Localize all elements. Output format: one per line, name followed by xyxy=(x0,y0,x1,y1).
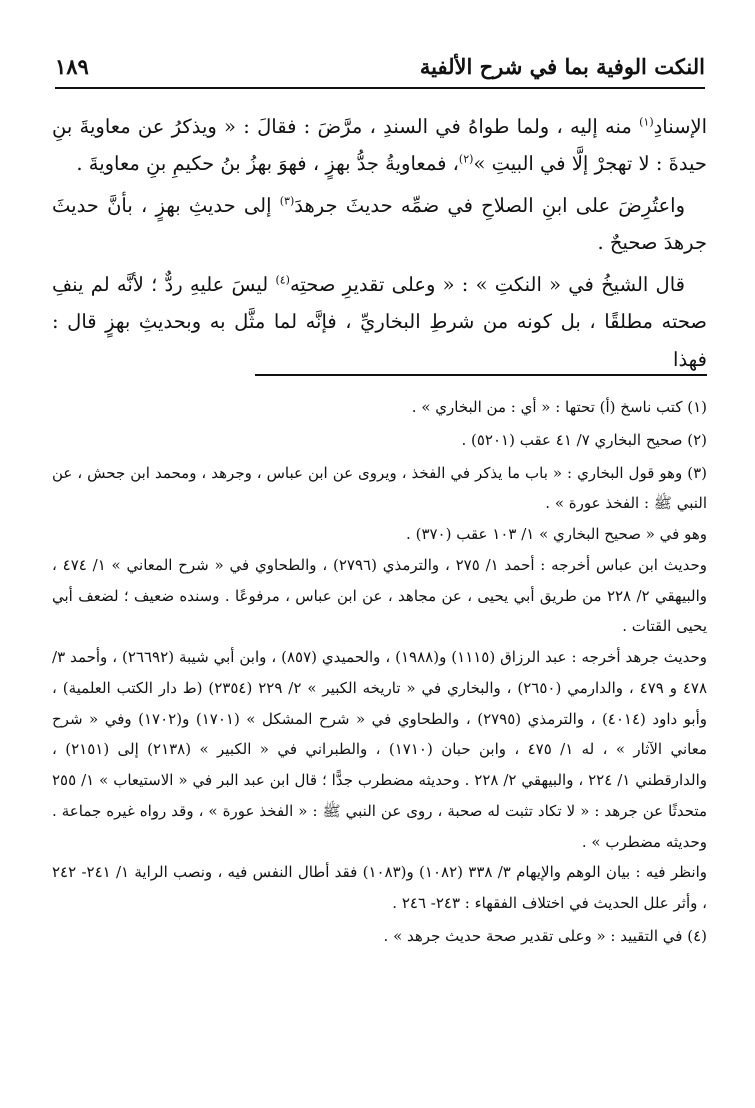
footnote-ref-2: (٢) xyxy=(458,152,474,166)
main-text xyxy=(52,108,707,382)
footnote-ref-4: (٤) xyxy=(275,273,290,287)
footnote-4: (٤) في التقييد : « وعلى تقدير صحة حديث جرهد » . xyxy=(383,926,707,945)
footnote-3-part-1: (٣) وهو قول البخاري : « باب ما يذكر في الفخذ ، ويروى عن ابن عباس ، وجرهد ، ومحمد ابن جحش ، عن النبي ﷺ : الفخذ عورة » . xyxy=(52,463,707,513)
footnote-3-part-4: وحديث جرهد أخرجه : عبد الرزاق (١١١٥) و(١٩٨٨) ، والحميدي (٨٥٧) ، وابن أبي شيبة (٢٦٦٩٢) ، وأحمد ٣/ ٤٧٨ و ٤٧٩ ، والدارمي (٢٦٥٠) ، والبخاري في « تاريخه الكبير » ٢/ ٢٢٩ (٢٣٥٤) (ط دار الكتب العلمية) ، وأبو داود (٤٠١٤) ، والترمذي (٢٧٩٥) ، والطحاوي في « شرح المشكل » (١٧٠١) و(١٧٠٢) وفي « شرح معاني الآثار » ، له ١/ ٤٧٥ ، وابن حبان (١٧١٠) ، والطبراني في « الكبير » (٢١٣٨) إلى (٢١٥١) ، والدارقطني ١/ ٢٢٤ ، والبيهقي ٢/ ٢٢٨ . وحديثه مضطرب جدًّا ؛ قال ابن عبد البر في « الاستيعاب » ١/ ٢٥٥ متحدثًا عن جرهد : « لا تكاد تثبت له صحبة ، روى عن النبي ﷺ : « الفخذ عورة » ، وقد رواه غيره جماعة . وحديثه مضطرب » . xyxy=(52,648,708,851)
paragraph-1 xyxy=(52,108,707,183)
page-number: ١٨٩ xyxy=(55,54,89,79)
para2-text-b: إلى حديثِ بهزٍ ، بأنَّ حديثَ جرهدَ صحيحٌ . xyxy=(52,193,707,255)
para1-text-c: ، فمعاويةُ جدُّ بهزٍ ، فهوَ بهزُ بنُ حكيمِ بنِ معاويةَ . xyxy=(76,152,459,176)
footnote-3 xyxy=(52,458,707,919)
footnote-2: (٢) صحيح البخاري ٧/ ٤١ عقب (٥٢٠١) . xyxy=(461,430,707,449)
footnote-ref-1: (١) xyxy=(639,115,654,129)
header-divider xyxy=(55,87,705,89)
para1-text-a: الإسنادِ xyxy=(653,115,707,138)
footnote-1: (١) كتب ناسخ (أ) تحتها : « أي : من البخاري » . xyxy=(411,398,707,416)
footnote-3-part-3: وحديث ابن عباس أخرجه : أحمد ١/ ٢٧٥ ، والترمذي (٢٧٩٦) ، والطحاوي في « شرح المعاني » ١/ ٤٧٤ ، والبيهقي ٢/ ٢٢٨ من طريق أبي يحيى ، عن مجاهد ، عن ابن عباس ، مرفوعًا . وسنده ضعيف ؛ لضعف أبي يحيى القتات . xyxy=(52,555,708,636)
para3-text-b: ليسَ عليهِ ردٌّ ؛ لأنَّه لم ينفِ صحته مطلقًا ، بل كونه من شرطِ البخاريِّ ، فإنَّه لما مثَّل به وبحديثِ بهزٍ قال : فهذا xyxy=(52,272,707,371)
running-header xyxy=(55,48,705,88)
paragraph-3 xyxy=(52,266,707,378)
footnote-ref-3: (٣) xyxy=(279,194,295,208)
para3-text-a: قال الشيخُ في « النكتِ » : « وعلى تقديرِ صحتِه xyxy=(289,272,685,296)
footnote-divider xyxy=(255,374,707,376)
footnote-3-part-2: وهو في « صحيح البخاري » ١/ ١٠٣ عقب (٣٧٠) . xyxy=(406,525,707,543)
footnotes xyxy=(52,392,707,954)
paragraph-2 xyxy=(52,187,707,262)
para2-text-a: واعتُرِضَ على ابنِ الصلاحِ في ضمِّه حديثَ جرهدَ xyxy=(294,193,685,217)
footnote-3-part-5: وانظر فيه : بيان الوهم والإيهام ٣/ ٣٣٨ (١٠٨٢) و(١٠٨٣) فقد أطال النفس فيه ، ونصب الراية ١/ ٢٤١- ٢٤٢ ، وأثر علل الحديث في اختلاف الفقهاء : ٢٤٣- ٢٤٦ . xyxy=(52,863,707,912)
para1-text-b: منه إليه ، ولما طواهُ في السندِ ، مرَّضَ : فقالَ : « ويذكرُ عن معاويةَ بنِ حيدةَ : لا تهجرْ إلَّا في البيتِ » xyxy=(52,115,707,176)
book-title: النكت الوفية بما في شرح الألفية xyxy=(419,54,705,79)
